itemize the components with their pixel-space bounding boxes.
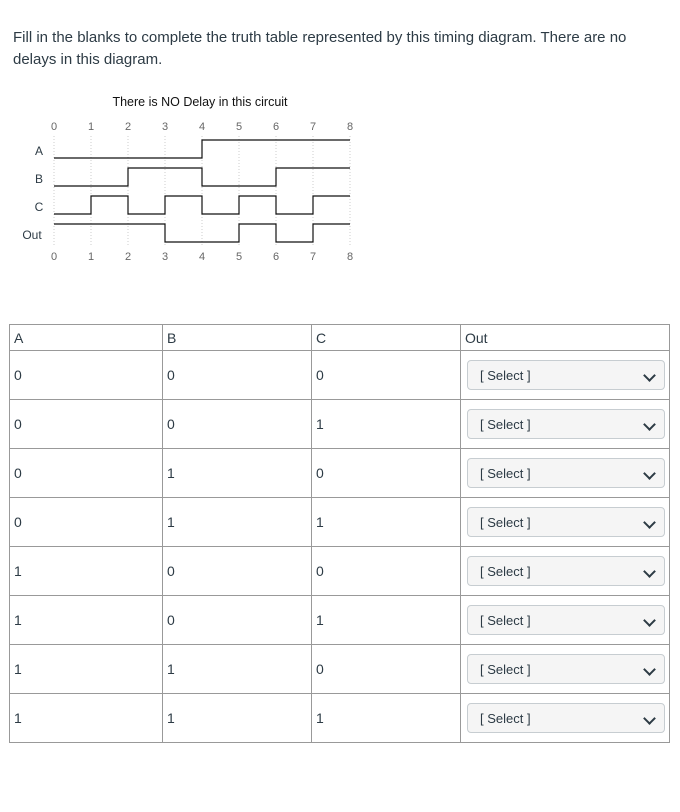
cell-out bbox=[461, 596, 670, 645]
signal-label-c: C bbox=[34, 200, 44, 214]
cell-out bbox=[461, 547, 670, 596]
table-row bbox=[10, 449, 670, 498]
select-placeholder: [ Select ] bbox=[480, 417, 531, 432]
bottom-tick-label: 0 bbox=[50, 251, 58, 263]
cell-c: 0 bbox=[312, 547, 461, 596]
cell-b: 0 bbox=[163, 596, 312, 645]
signal-label-b: B bbox=[34, 172, 44, 186]
header-b: B bbox=[163, 325, 312, 351]
cell-out bbox=[461, 449, 670, 498]
top-tick-label: 1 bbox=[87, 121, 95, 133]
bottom-tick-label: 2 bbox=[124, 251, 132, 263]
select-placeholder: [ Select ] bbox=[480, 368, 531, 383]
chevron-down-icon bbox=[643, 712, 656, 725]
chevron-down-icon bbox=[643, 418, 656, 431]
top-tick-label: 2 bbox=[124, 121, 132, 133]
top-tick-label: 8 bbox=[346, 121, 354, 133]
chevron-down-icon bbox=[643, 369, 656, 382]
table-row bbox=[10, 351, 670, 400]
waveform-c bbox=[54, 196, 350, 214]
select-placeholder: [ Select ] bbox=[480, 613, 531, 628]
cell-a: 1 bbox=[10, 547, 163, 596]
cell-c: 1 bbox=[312, 400, 461, 449]
select-placeholder: [ Select ] bbox=[480, 564, 531, 579]
header-c: C bbox=[312, 325, 461, 351]
select-placeholder: [ Select ] bbox=[480, 711, 531, 726]
signal-label-a: A bbox=[34, 144, 44, 158]
chevron-down-icon bbox=[643, 663, 656, 676]
select-placeholder: [ Select ] bbox=[480, 466, 531, 481]
chevron-down-icon bbox=[643, 516, 656, 529]
cell-a: 0 bbox=[10, 498, 163, 547]
cell-a: 1 bbox=[10, 645, 163, 694]
table-row bbox=[10, 694, 670, 743]
table-row bbox=[10, 547, 670, 596]
cell-out bbox=[461, 400, 670, 449]
cell-b: 0 bbox=[163, 547, 312, 596]
chevron-down-icon bbox=[643, 467, 656, 480]
out-select[interactable] bbox=[467, 507, 665, 537]
top-tick-label: 6 bbox=[272, 121, 280, 133]
timing-diagram bbox=[0, 0, 680, 280]
cell-out bbox=[461, 498, 670, 547]
top-tick-label: 7 bbox=[309, 121, 317, 133]
cell-a: 1 bbox=[10, 694, 163, 743]
bottom-tick-label: 4 bbox=[198, 251, 206, 263]
cell-b: 1 bbox=[163, 694, 312, 743]
out-select[interactable] bbox=[467, 703, 665, 733]
cell-a: 0 bbox=[10, 400, 163, 449]
out-select[interactable] bbox=[467, 556, 665, 586]
top-tick-label: 3 bbox=[161, 121, 169, 133]
cell-out bbox=[461, 351, 670, 400]
question-text: Fill in the blanks to complete the truth table represented by this timing diagram. There are no delays in this diagram. bbox=[13, 29, 627, 68]
select-placeholder: [ Select ] bbox=[480, 515, 531, 530]
bottom-tick-label: 7 bbox=[309, 251, 317, 263]
signal-label-out: Out bbox=[22, 228, 42, 242]
cell-c: 1 bbox=[312, 694, 461, 743]
chevron-down-icon bbox=[643, 614, 656, 627]
cell-b: 1 bbox=[163, 449, 312, 498]
table-row bbox=[10, 596, 670, 645]
header-out: Out bbox=[461, 325, 670, 351]
out-select[interactable] bbox=[467, 409, 665, 439]
out-select[interactable] bbox=[467, 458, 665, 488]
out-select[interactable] bbox=[467, 605, 665, 635]
header-a: A bbox=[10, 325, 163, 351]
cell-c: 0 bbox=[312, 449, 461, 498]
cell-b: 0 bbox=[163, 400, 312, 449]
chevron-down-icon bbox=[643, 565, 656, 578]
cell-b: 1 bbox=[163, 645, 312, 694]
cell-out bbox=[461, 694, 670, 743]
cell-c: 1 bbox=[312, 498, 461, 547]
cell-b: 1 bbox=[163, 498, 312, 547]
waveform-a bbox=[54, 140, 350, 158]
top-tick-label: 4 bbox=[198, 121, 206, 133]
cell-c: 0 bbox=[312, 351, 461, 400]
truth-table bbox=[9, 324, 670, 743]
cell-out bbox=[461, 645, 670, 694]
waveform-b bbox=[54, 168, 350, 186]
bottom-tick-label: 8 bbox=[346, 251, 354, 263]
table-row bbox=[10, 645, 670, 694]
diagram-title: There is NO Delay in this circuit bbox=[112, 95, 288, 109]
cell-a: 0 bbox=[10, 351, 163, 400]
out-select[interactable] bbox=[467, 360, 665, 390]
top-tick-label: 0 bbox=[50, 121, 58, 133]
cell-c: 1 bbox=[312, 596, 461, 645]
cell-b: 0 bbox=[163, 351, 312, 400]
cell-a: 1 bbox=[10, 596, 163, 645]
cell-c: 0 bbox=[312, 645, 461, 694]
bottom-tick-label: 6 bbox=[272, 251, 280, 263]
cell-a: 0 bbox=[10, 449, 163, 498]
select-placeholder: [ Select ] bbox=[480, 662, 531, 677]
table-row bbox=[10, 498, 670, 547]
bottom-tick-label: 3 bbox=[161, 251, 169, 263]
out-select[interactable] bbox=[467, 654, 665, 684]
top-tick-label: 5 bbox=[235, 121, 243, 133]
table-header-row bbox=[10, 325, 670, 351]
table-row bbox=[10, 400, 670, 449]
bottom-tick-label: 5 bbox=[235, 251, 243, 263]
bottom-tick-label: 1 bbox=[87, 251, 95, 263]
